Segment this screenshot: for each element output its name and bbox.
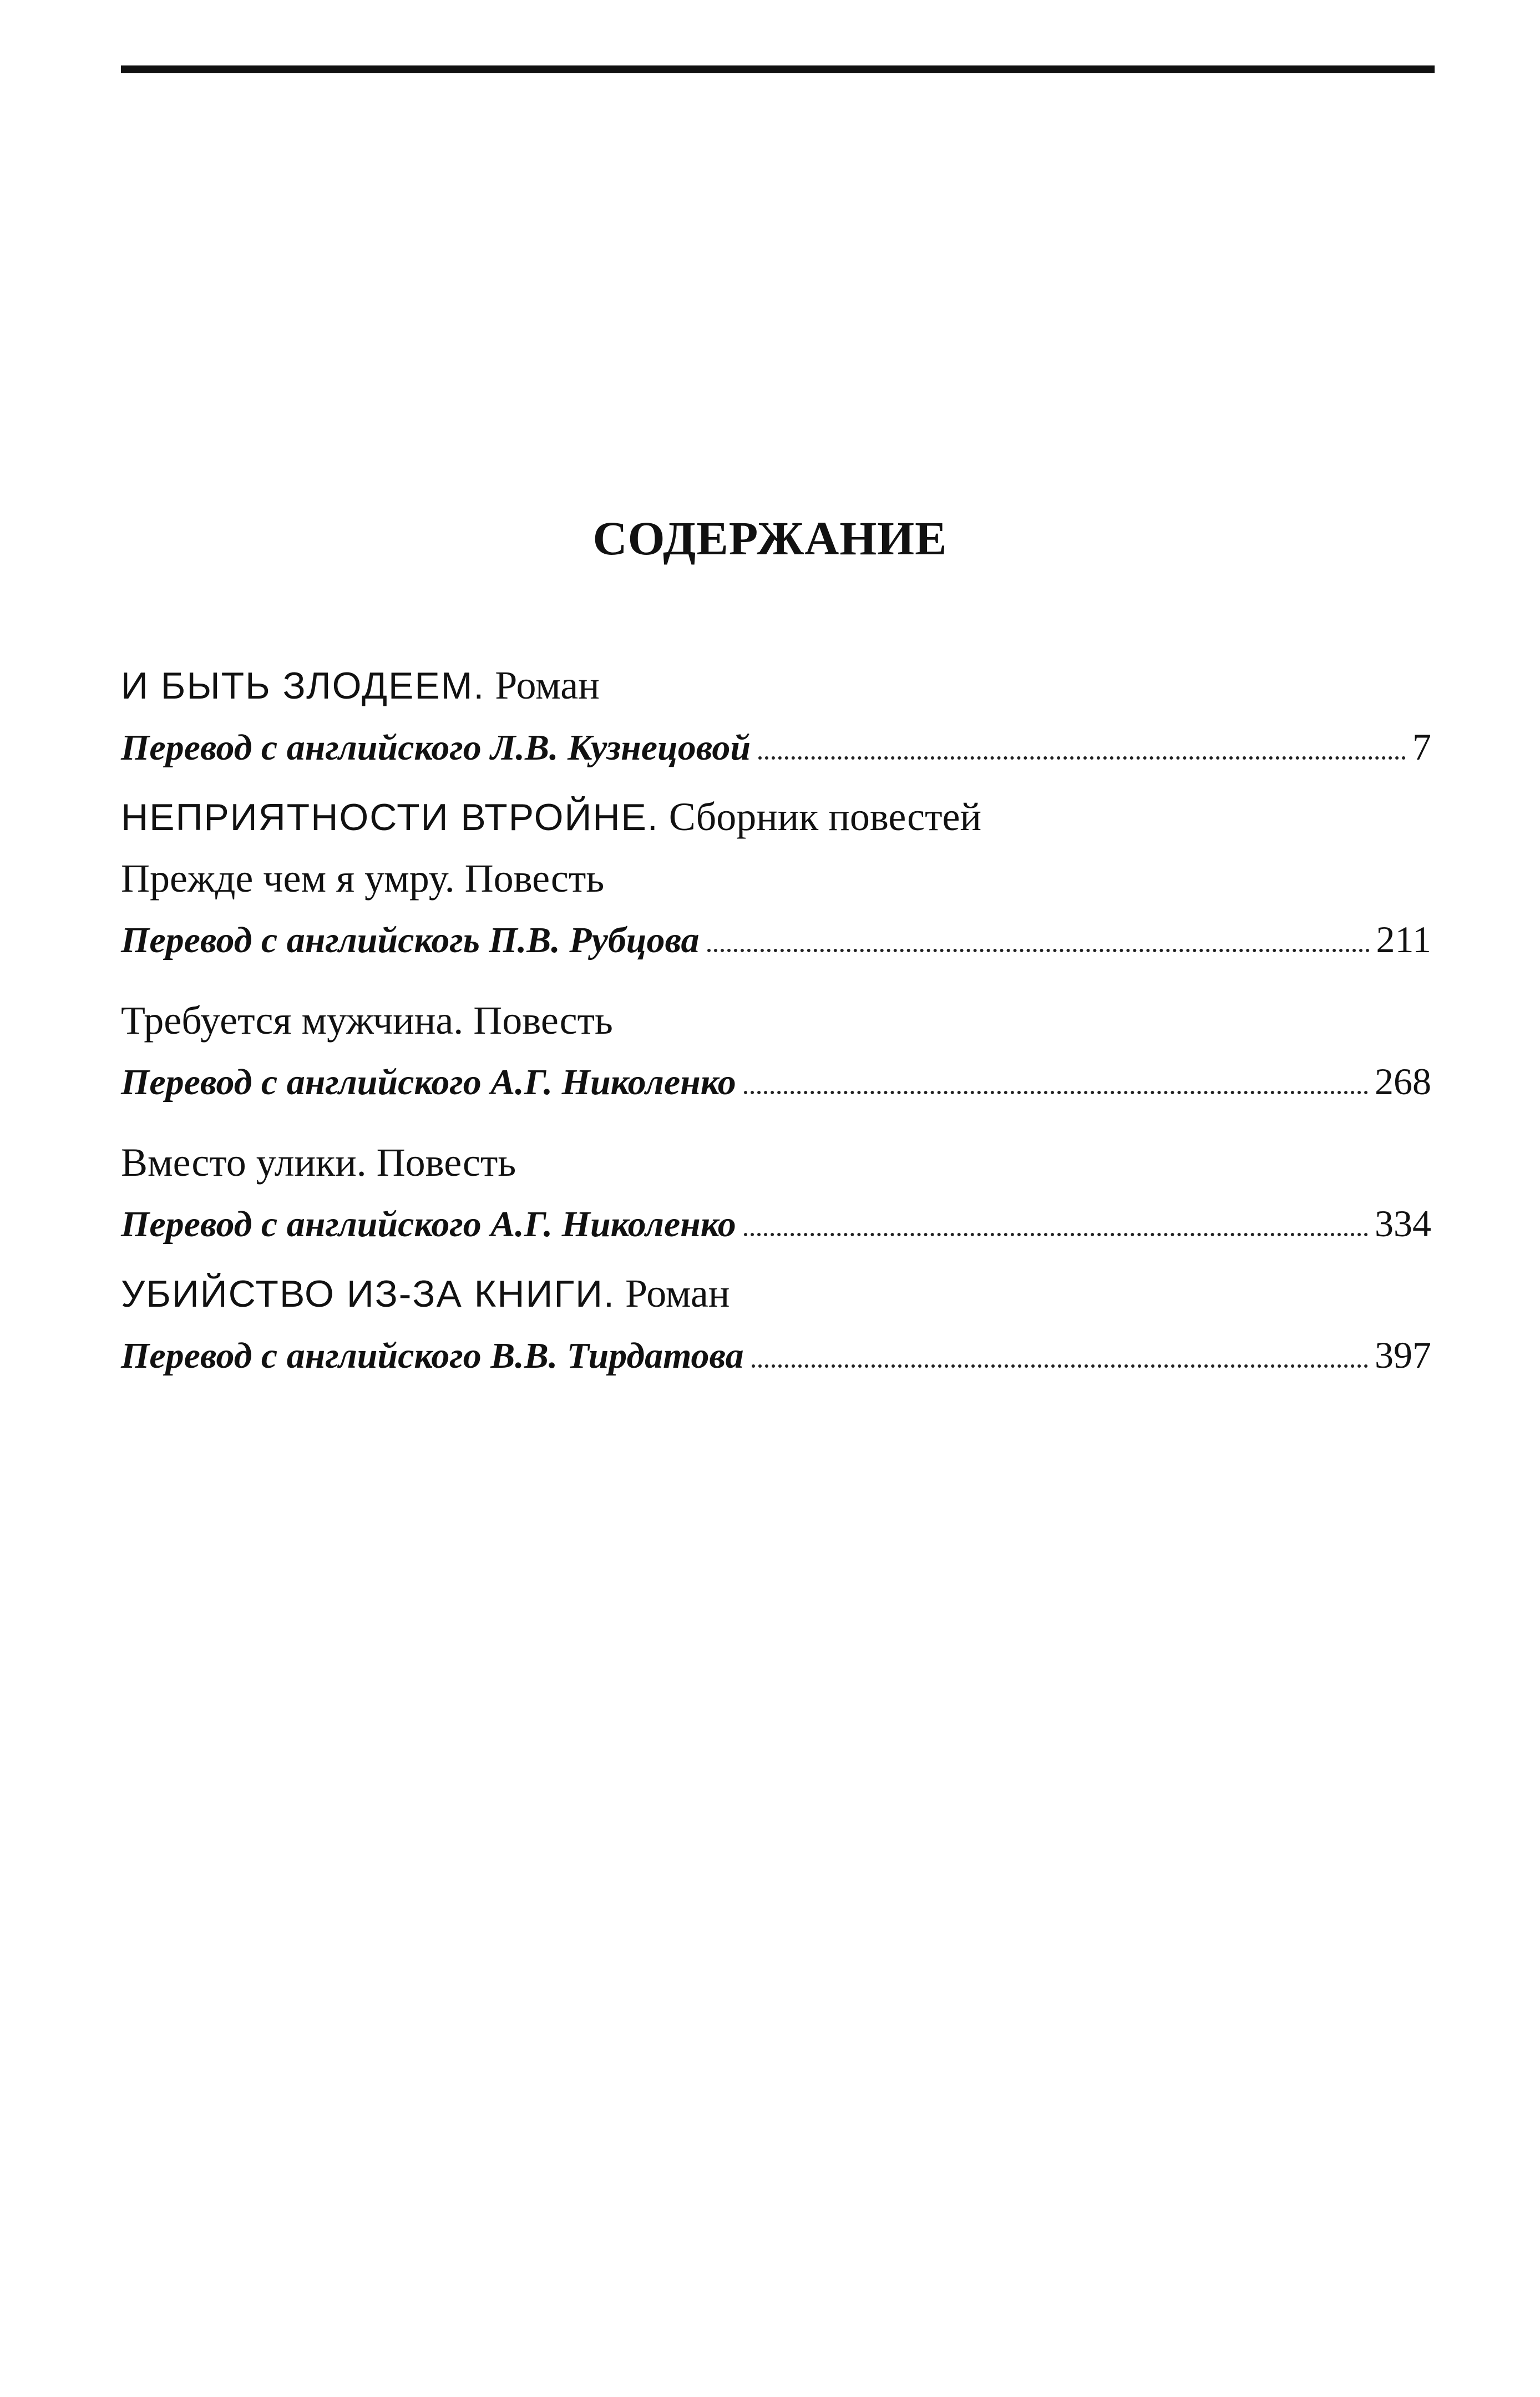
story3-translator: Перевод с английского А.Г. Николенко — [121, 1204, 736, 1245]
dot-leader — [752, 1364, 1368, 1368]
toc-heading-book2 — [121, 1263, 1431, 1324]
toc-entry-book2[interactable] — [121, 1324, 1431, 1387]
collection-title: НЕПРИЯТНОСТИ ВТРОЙНЕ. — [121, 796, 659, 838]
story3-title: Вместо улики. Повесть — [121, 1140, 516, 1185]
book1-title: И БЫТЬ ЗЛОДЕЕМ. — [121, 665, 485, 707]
toc-entry-story1[interactable] — [121, 909, 1431, 971]
story2-translator: Перевод с английского А.Г. Николенко — [121, 1062, 736, 1103]
book2-translator: Перевод с английского В.В. Тирдатова — [121, 1336, 744, 1376]
toc-entry-story2[interactable] — [121, 1051, 1431, 1113]
toc-heading-book1 — [121, 655, 1431, 716]
dot-leader — [758, 756, 1406, 760]
story3-page-number: 334 — [1375, 1202, 1431, 1245]
page-title: СОДЕРЖАНИЕ — [592, 512, 948, 565]
top-rule — [121, 65, 1435, 73]
book1-translator: Перевод с английского Л.В. Кузнецовой — [121, 727, 751, 768]
collection-genre: Сборник повестей — [668, 795, 982, 839]
story2-title: Требуется мужчина. Повесть — [121, 998, 613, 1043]
book2-genre: Роман — [625, 1271, 730, 1316]
book1-page-number: 7 — [1412, 726, 1431, 768]
toc-entry-book1[interactable] — [121, 716, 1431, 778]
table-of-contents — [121, 655, 1431, 1387]
story1-page-number: 211 — [1376, 918, 1431, 960]
toc-heading-collection — [121, 786, 1431, 848]
dot-leader — [744, 1091, 1368, 1094]
book1-genre: Роман — [495, 663, 600, 707]
book2-page-number: 397 — [1375, 1334, 1431, 1376]
dot-leader — [744, 1233, 1368, 1236]
story1-translator: Перевод с английскогь П.В. Рубцова — [121, 920, 700, 960]
toc-entry-story3[interactable] — [121, 1193, 1431, 1255]
story1-title: Прежде чем я умру. Повесть — [121, 856, 605, 901]
dot-leader — [707, 949, 1370, 952]
book2-title: УБИЙСТВО ИЗ-ЗА КНИГИ. — [121, 1273, 615, 1315]
story2-page-number: 268 — [1375, 1060, 1431, 1103]
